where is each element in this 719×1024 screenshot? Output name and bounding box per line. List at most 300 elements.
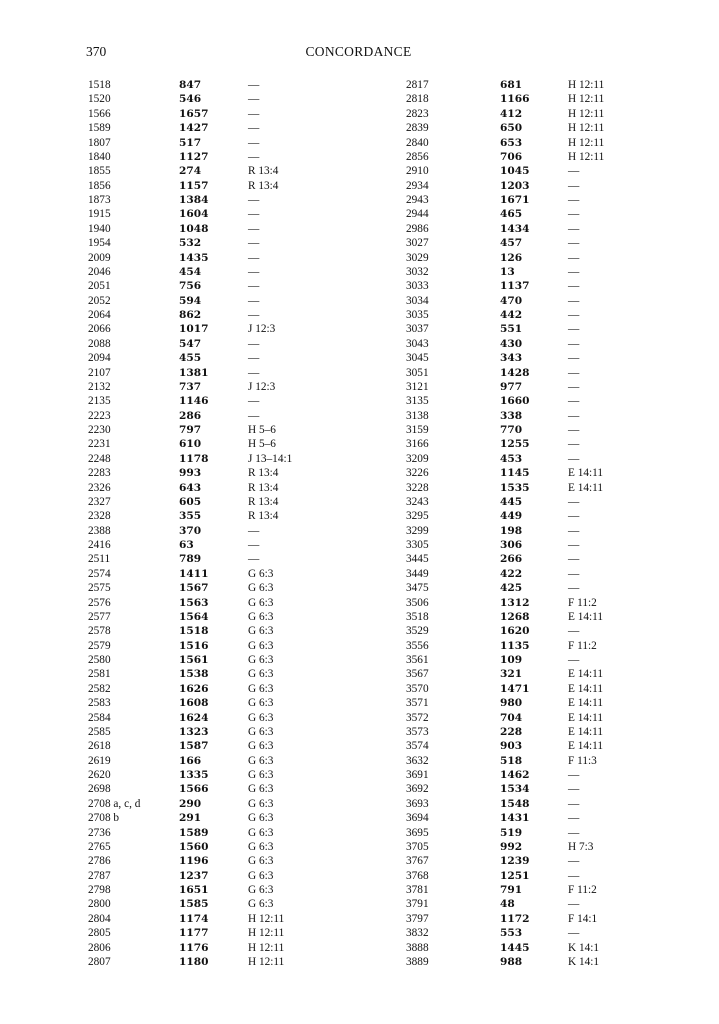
source-number: 2511: [88, 553, 111, 566]
reference: H 5–6: [248, 424, 276, 436]
source-number: 3518: [406, 610, 429, 623]
source-number: 3571: [406, 697, 429, 710]
concordance-row: [88, 466, 368, 480]
concordance-row: [88, 711, 368, 725]
source-number: 2807: [88, 955, 111, 968]
concordance-row: [406, 337, 626, 351]
concordance-row: [406, 782, 626, 796]
concordance-row: [88, 308, 368, 322]
reference: H 12:11: [568, 136, 605, 149]
source-number: 2283: [88, 467, 111, 480]
reference: —: [248, 553, 260, 566]
source-number: 2416: [88, 539, 111, 551]
source-number: 3051: [406, 366, 429, 379]
entry-number: 903: [500, 740, 523, 753]
reference: —: [248, 524, 260, 537]
entry-number: 1626: [179, 682, 209, 695]
source-number: 3573: [406, 725, 429, 738]
concordance-row: [406, 279, 626, 293]
concordance-row: [406, 725, 626, 739]
concordance-row: [88, 782, 368, 796]
reference: E 14:11: [568, 725, 604, 738]
concordance-row: [406, 596, 626, 610]
source-number: 3889: [406, 955, 429, 968]
entry-number: 274: [179, 165, 202, 178]
concordance-row: [406, 92, 626, 106]
source-number: 1807: [88, 136, 111, 149]
reference: G 6:3: [248, 639, 274, 652]
concordance-row: [88, 581, 368, 595]
concordance-row: [406, 581, 626, 595]
source-number: 3506: [406, 596, 429, 609]
source-number: 2576: [88, 596, 111, 609]
concordance-row: [88, 337, 368, 351]
entry-number: 551: [500, 323, 523, 336]
reference: H 12:11: [248, 927, 285, 940]
entry-number: 343: [500, 352, 523, 365]
reference: —: [248, 309, 260, 321]
source-number: 3033: [406, 280, 429, 293]
reference: G 6:3: [248, 711, 274, 724]
entry-number: 653: [500, 136, 523, 149]
reference: —: [568, 452, 580, 465]
source-number: 2046: [88, 265, 111, 278]
concordance-row: [88, 667, 368, 681]
entry-number: 1518: [179, 625, 209, 638]
source-number: 2575: [88, 582, 111, 595]
source-number: 3228: [406, 481, 429, 494]
entry-number: 681: [500, 79, 523, 91]
concordance-row: [88, 394, 368, 408]
concordance-row: [88, 222, 368, 236]
concordance-row: [88, 409, 368, 423]
source-number: 3567: [406, 668, 429, 681]
concordance-row: [406, 941, 626, 955]
entry-number: 1237: [179, 869, 209, 882]
entry-number: 1620: [500, 625, 530, 638]
reference: G 6:3: [248, 884, 274, 896]
source-number: 3529: [406, 625, 429, 638]
source-number: 3694: [406, 812, 429, 825]
source-number: 2765: [88, 840, 111, 853]
concordance-row: [406, 164, 626, 178]
concordance-row: [406, 423, 626, 437]
source-number: 3045: [406, 352, 429, 365]
reference: G 6:3: [248, 697, 274, 710]
reference: —: [568, 826, 580, 839]
entry-number: 1564: [179, 610, 209, 623]
reference: G 6:3: [248, 610, 274, 623]
entry-number: 1268: [500, 610, 530, 623]
source-number: 2618: [88, 740, 111, 753]
source-number: 2800: [88, 898, 111, 911]
concordance-row: [406, 696, 626, 710]
concordance-row: [406, 236, 626, 250]
reference: R 13:4: [248, 495, 279, 508]
source-number: 3027: [406, 237, 429, 250]
source-number: 2736: [88, 826, 111, 839]
concordance-row: [88, 682, 368, 696]
concordance-row: [406, 509, 626, 523]
reference: J 12:3: [248, 323, 276, 336]
reference: J 12:3: [248, 380, 276, 393]
concordance-row: [406, 452, 626, 466]
source-number: 1840: [88, 150, 111, 163]
entry-number: 547: [179, 337, 202, 350]
concordance-row: [406, 366, 626, 380]
entry-number: 532: [179, 237, 202, 250]
entry-number: 517: [179, 136, 202, 149]
entry-number: 980: [500, 697, 523, 710]
source-number: 3299: [406, 524, 429, 537]
source-number: 2798: [88, 884, 111, 896]
source-number: 3572: [406, 711, 429, 724]
reference: H 12:11: [568, 93, 605, 106]
source-number: 3032: [406, 265, 429, 278]
entry-number: 1157: [179, 179, 209, 192]
reference: H 12:11: [248, 941, 285, 954]
entry-number: 704: [500, 711, 523, 724]
source-number: 2698: [88, 783, 111, 796]
reference: E 14:11: [568, 697, 604, 710]
reference: E 14:11: [568, 481, 604, 494]
source-number: 2786: [88, 855, 111, 868]
reference: —: [568, 797, 580, 810]
concordance-row: [88, 136, 368, 150]
source-number: 2840: [406, 136, 429, 149]
entry-number: 1145: [500, 467, 530, 480]
reference: R 13:4: [248, 481, 279, 494]
entry-number: 1434: [500, 222, 530, 235]
entry-number: 425: [500, 582, 523, 595]
entry-number: 1624: [179, 711, 209, 724]
reference: —: [248, 409, 260, 422]
concordance-row: [406, 193, 626, 207]
reference: —: [568, 524, 580, 537]
entry-number: 291: [179, 812, 202, 825]
entry-number: 445: [500, 495, 523, 508]
source-number: 2579: [88, 639, 111, 652]
concordance-row: [406, 251, 626, 265]
entry-number: 1312: [500, 596, 530, 609]
entry-number: 977: [500, 380, 523, 393]
concordance-row: [88, 596, 368, 610]
entry-number: 1608: [179, 697, 209, 710]
source-number: 2619: [88, 754, 111, 767]
concordance-row: [406, 610, 626, 624]
reference: —: [248, 294, 260, 307]
reference: G 6:3: [248, 682, 274, 695]
source-number: 2135: [88, 395, 111, 408]
reference: G 6:3: [248, 855, 274, 868]
concordance-row: [88, 926, 368, 940]
concordance-column-left: [88, 78, 368, 969]
concordance-row: [406, 179, 626, 193]
source-number: 2910: [406, 165, 429, 178]
reference: H 12:11: [248, 912, 285, 925]
concordance-row: [406, 308, 626, 322]
source-number: 3574: [406, 740, 429, 753]
reference: G 6:3: [248, 596, 274, 609]
source-number: 2584: [88, 711, 111, 724]
reference: G 6:3: [248, 826, 274, 839]
entry-number: 1323: [179, 725, 209, 738]
concordance-row: [88, 883, 368, 897]
concordance-row: [406, 78, 626, 92]
reference: —: [248, 265, 260, 278]
entry-number: 1534: [500, 783, 530, 796]
entry-number: 198: [500, 524, 523, 537]
reference: G 6:3: [248, 754, 274, 767]
source-number: 2817: [406, 79, 429, 91]
concordance-row: [88, 121, 368, 135]
source-number: 3029: [406, 251, 429, 264]
source-number: 2231: [88, 438, 111, 451]
entry-number: 1651: [179, 884, 209, 896]
source-number: 3449: [406, 567, 429, 580]
source-number: 2839: [406, 122, 429, 135]
concordance-row: [406, 409, 626, 423]
reference: R 13:4: [248, 179, 279, 192]
source-number: 2064: [88, 309, 111, 321]
concordance-row: [88, 840, 368, 854]
source-number: 3475: [406, 582, 429, 595]
reference: —: [568, 194, 580, 206]
entry-number: 1251: [500, 869, 530, 882]
entry-number: 457: [500, 237, 523, 250]
reference: E 14:11: [568, 610, 604, 623]
entry-number: 266: [500, 553, 523, 566]
reference: —: [568, 337, 580, 350]
source-number: 3209: [406, 452, 429, 465]
reference: —: [568, 812, 580, 825]
concordance-row: [406, 150, 626, 164]
entry-number: 1563: [179, 596, 209, 609]
source-number: 3556: [406, 639, 429, 652]
entry-number: 553: [500, 927, 523, 940]
reference: G 6:3: [248, 668, 274, 681]
reference: E 14:11: [568, 668, 604, 681]
reference: J 13–14:1: [248, 452, 293, 465]
entry-number: 1516: [179, 639, 209, 652]
concordance-row: [88, 179, 368, 193]
reference: R 13:4: [248, 467, 279, 480]
reference: —: [568, 395, 580, 408]
source-number: 2943: [406, 194, 429, 206]
page-number: 370: [86, 44, 107, 59]
source-number: 1873: [88, 194, 111, 206]
reference: —: [248, 395, 260, 408]
reference: —: [568, 280, 580, 293]
entry-number: 1431: [500, 812, 530, 825]
entry-number: 1660: [500, 395, 530, 408]
reference: —: [568, 251, 580, 264]
entry-number: 1135: [500, 639, 530, 652]
concordance-row: [406, 107, 626, 121]
reference: F 14:1: [568, 912, 598, 925]
source-number: 2577: [88, 610, 111, 623]
reference: F 11:2: [568, 596, 597, 609]
source-number: 2823: [406, 107, 429, 120]
concordance-row: [88, 912, 368, 926]
source-number: 3832: [406, 927, 429, 940]
concordance-row: [88, 567, 368, 581]
source-number: 3034: [406, 294, 429, 307]
source-number: 3135: [406, 395, 429, 408]
source-number: 1855: [88, 165, 111, 178]
reference: —: [248, 79, 260, 91]
reference: —: [568, 438, 580, 451]
reference: —: [248, 237, 260, 250]
source-number: 2132: [88, 380, 111, 393]
entry-number: 988: [500, 955, 523, 968]
concordance-row: [406, 466, 626, 480]
source-number: 1566: [88, 107, 111, 120]
entry-number: 1045: [500, 165, 530, 178]
concordance-row: [406, 222, 626, 236]
source-number: 2230: [88, 424, 111, 436]
entry-number: 1048: [179, 222, 209, 235]
reference: —: [568, 927, 580, 940]
entry-number: 126: [500, 251, 523, 264]
reference: —: [568, 625, 580, 638]
source-number: 3243: [406, 495, 429, 508]
concordance-row: [406, 524, 626, 538]
source-number: 2066: [88, 323, 111, 336]
entry-number: 321: [500, 668, 523, 681]
entry-number: 422: [500, 567, 523, 580]
reference: —: [568, 380, 580, 393]
source-number: 2582: [88, 682, 111, 695]
source-number: 1940: [88, 222, 111, 235]
reference: —: [568, 654, 580, 666]
entry-number: 706: [500, 150, 523, 163]
source-number: 1915: [88, 208, 111, 221]
entry-number: 1535: [500, 481, 530, 494]
source-number: 3695: [406, 826, 429, 839]
reference: H 7:3: [568, 840, 594, 853]
reference: —: [248, 194, 260, 206]
entry-number: 1176: [179, 941, 209, 954]
entry-number: 355: [179, 510, 202, 523]
source-number: 2578: [88, 625, 111, 638]
concordance-row: [88, 236, 368, 250]
source-number: 2944: [406, 208, 429, 221]
reference: —: [248, 337, 260, 350]
concordance-row: [406, 639, 626, 653]
reference: —: [568, 366, 580, 379]
source-number: 2051: [88, 280, 111, 293]
entry-number: 1587: [179, 740, 209, 753]
reference: G 6:3: [248, 582, 274, 595]
entry-number: 643: [179, 481, 202, 494]
entry-number: 992: [500, 840, 523, 853]
entry-number: 594: [179, 294, 202, 307]
source-number: 3691: [406, 769, 429, 781]
concordance-row: [406, 394, 626, 408]
reference: —: [248, 136, 260, 149]
reference: H 12:11: [568, 150, 605, 163]
concordance-row: [88, 610, 368, 624]
reference: —: [248, 280, 260, 293]
entry-number: 1589: [179, 826, 209, 839]
concordance-row: [88, 452, 368, 466]
reference: —: [568, 567, 580, 580]
concordance-row: [88, 279, 368, 293]
concordance-row: [406, 840, 626, 854]
entry-number: 1435: [179, 251, 209, 264]
concordance-row: [406, 552, 626, 566]
concordance-row: [88, 538, 368, 552]
entry-number: 1462: [500, 769, 530, 781]
reference: R 13:4: [248, 165, 279, 178]
entry-number: 63: [179, 539, 194, 551]
reference: F 11:2: [568, 639, 597, 652]
page-header: [86, 44, 631, 62]
reference: K 14:1: [568, 941, 600, 954]
concordance-row: [88, 854, 368, 868]
reference: F 11:2: [568, 884, 597, 896]
reference: G 6:3: [248, 654, 274, 666]
entry-number: 770: [500, 424, 523, 436]
reference: —: [248, 352, 260, 365]
concordance-row: [406, 797, 626, 811]
source-number: 3888: [406, 941, 429, 954]
concordance-row: [406, 380, 626, 394]
source-number: 3767: [406, 855, 429, 868]
concordance-row: [88, 164, 368, 178]
entry-number: 465: [500, 208, 523, 221]
source-number: 2326: [88, 481, 111, 494]
concordance-row: [406, 121, 626, 135]
entry-number: 454: [179, 265, 202, 278]
reference: —: [248, 208, 260, 221]
entry-number: 993: [179, 467, 202, 480]
concordance-row: [88, 624, 368, 638]
source-number: 3226: [406, 467, 429, 480]
running-title: CONCORDANCE: [305, 44, 412, 59]
entry-number: 1172: [500, 912, 530, 925]
concordance-row: [406, 437, 626, 451]
concordance-row: [88, 265, 368, 279]
concordance-row: [406, 265, 626, 279]
source-number: 2327: [88, 495, 111, 508]
concordance-row: [406, 682, 626, 696]
concordance-row: [406, 754, 626, 768]
reference: E 14:11: [568, 740, 604, 753]
entry-number: 449: [500, 510, 523, 523]
reference: H 12:11: [568, 122, 605, 135]
source-number: 3295: [406, 510, 429, 523]
source-number: 3043: [406, 337, 429, 350]
reference: G 6:3: [248, 725, 274, 738]
concordance-row: [88, 150, 368, 164]
concordance-row: [88, 509, 368, 523]
entry-number: 847: [179, 79, 202, 91]
entry-number: 1178: [179, 452, 209, 465]
concordance-row: [406, 869, 626, 883]
source-number: 2818: [406, 93, 429, 106]
source-number: 2620: [88, 769, 111, 781]
concordance-row: [88, 797, 368, 811]
source-number: 3692: [406, 783, 429, 796]
reference: E 14:11: [568, 711, 604, 724]
source-number: 3159: [406, 424, 429, 436]
reference: —: [248, 122, 260, 135]
source-number: 2585: [88, 725, 111, 738]
source-number: 3166: [406, 438, 429, 451]
source-number: 2248: [88, 452, 111, 465]
